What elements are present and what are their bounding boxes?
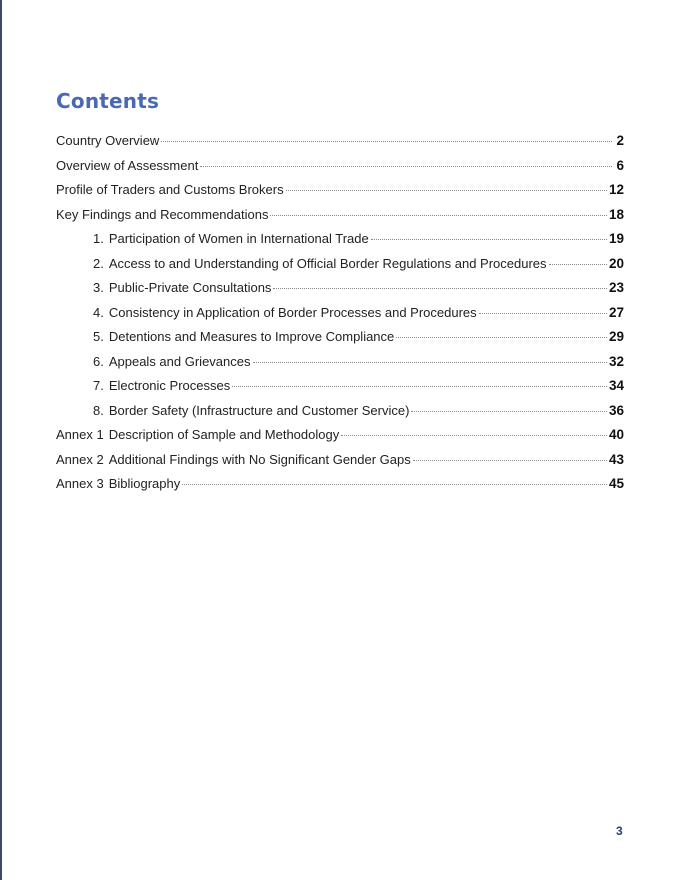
- toc-entry-electronic-processes[interactable]: [56, 378, 624, 403]
- toc-entry-number: Annex 3: [56, 476, 104, 491]
- toc-entry-page: 45: [608, 476, 624, 491]
- toc-entry-overview-of-assessment[interactable]: [56, 158, 624, 183]
- toc-entry-country-overview[interactable]: [56, 133, 624, 158]
- toc-entry-label: Overview of Assessment: [56, 157, 199, 173]
- dot-leader: [200, 166, 612, 167]
- toc-entry-label: Additional Findings with No Significant Gender Gaps: [108, 451, 411, 467]
- left-margin-rule: [0, 0, 2, 880]
- dot-leader: [396, 337, 607, 338]
- table-of-contents: [56, 133, 624, 501]
- toc-entry-number: 6.: [93, 353, 104, 369]
- toc-entry-profile-of-traders[interactable]: [56, 182, 624, 207]
- toc-entry-annex-2[interactable]: [56, 452, 624, 477]
- dot-leader: [413, 460, 607, 461]
- toc-entry-page: 32: [608, 353, 624, 369]
- toc-entry-page: 36: [608, 402, 624, 418]
- dot-leader: [273, 288, 607, 289]
- toc-entry-label: Key Findings and Recommendations: [56, 206, 269, 222]
- toc-entry-number: Annex 2: [56, 451, 104, 467]
- toc-entry-number: 4.: [93, 304, 104, 320]
- dot-leader: [161, 141, 612, 142]
- dot-leader: [253, 362, 607, 363]
- toc-entry-page: 40: [608, 427, 624, 442]
- toc-entry-label: Detentions and Measures to Improve Compliance: [108, 329, 395, 344]
- dot-leader: [341, 435, 607, 436]
- toc-entry-page: 34: [608, 378, 624, 393]
- toc-entry-label: Bibliography: [108, 476, 181, 491]
- toc-entry-label: Description of Sample and Methodology: [108, 427, 340, 442]
- toc-entry-label: Electronic Processes: [108, 378, 231, 393]
- toc-entry-participation-of-women[interactable]: [56, 231, 624, 256]
- toc-entry-number: 7.: [93, 378, 104, 393]
- toc-entry-annex-3[interactable]: [56, 476, 624, 501]
- toc-entry-border-safety[interactable]: [56, 403, 624, 428]
- toc-entry-label: Access to and Understanding of Official Border Regulations and Procedures: [108, 255, 547, 271]
- toc-entry-number: Annex 1: [56, 427, 104, 442]
- toc-entry-page: 23: [608, 280, 624, 295]
- toc-entry-page: 2: [616, 133, 624, 148]
- toc-entry-consistency[interactable]: [56, 305, 624, 330]
- toc-entry-page: 6: [616, 157, 624, 173]
- dot-leader: [232, 386, 607, 387]
- dot-leader: [286, 190, 607, 191]
- toc-entry-number: 5.: [93, 329, 104, 344]
- toc-entry-page: 18: [608, 206, 624, 222]
- toc-entry-public-private-consultations[interactable]: [56, 280, 624, 305]
- toc-entry-label: Profile of Traders and Customs Brokers: [56, 182, 284, 197]
- toc-entry-label: Appeals and Grievances: [108, 353, 251, 369]
- toc-entry-page: 12: [608, 182, 624, 197]
- dot-leader: [270, 215, 607, 216]
- dot-leader: [411, 411, 607, 412]
- toc-entry-label: Border Safety (Infrastructure and Customer Service): [108, 402, 410, 418]
- dot-leader: [182, 484, 607, 485]
- toc-entry-page: 29: [608, 329, 624, 344]
- toc-entry-number: 3.: [93, 280, 104, 295]
- dot-leader: [371, 239, 607, 240]
- toc-entry-annex-1[interactable]: [56, 427, 624, 452]
- toc-entry-page: 27: [608, 304, 624, 320]
- toc-entry-number: 8.: [93, 402, 104, 418]
- toc-entry-number: 2.: [93, 255, 104, 271]
- dot-leader: [549, 264, 607, 265]
- toc-entry-label: Consistency in Application of Border Processes and Procedures: [108, 304, 477, 320]
- toc-entry-label: Country Overview: [56, 133, 160, 148]
- toc-entry-page: 20: [608, 255, 624, 271]
- page-title: Contents: [56, 89, 160, 113]
- toc-entry-appeals[interactable]: [56, 354, 624, 379]
- dot-leader: [479, 313, 607, 314]
- toc-entry-page: 43: [608, 451, 624, 467]
- toc-entry-detentions[interactable]: [56, 329, 624, 354]
- toc-entry-label: Public-Private Consultations: [108, 280, 272, 295]
- toc-entry-number: 1.: [93, 231, 104, 246]
- footer-page-number: 3: [616, 824, 623, 838]
- toc-entry-access-to-regulations[interactable]: [56, 256, 624, 281]
- toc-entry-page: 19: [608, 231, 624, 246]
- toc-entry-key-findings[interactable]: [56, 207, 624, 232]
- toc-entry-label: Participation of Women in International Trade: [108, 231, 369, 246]
